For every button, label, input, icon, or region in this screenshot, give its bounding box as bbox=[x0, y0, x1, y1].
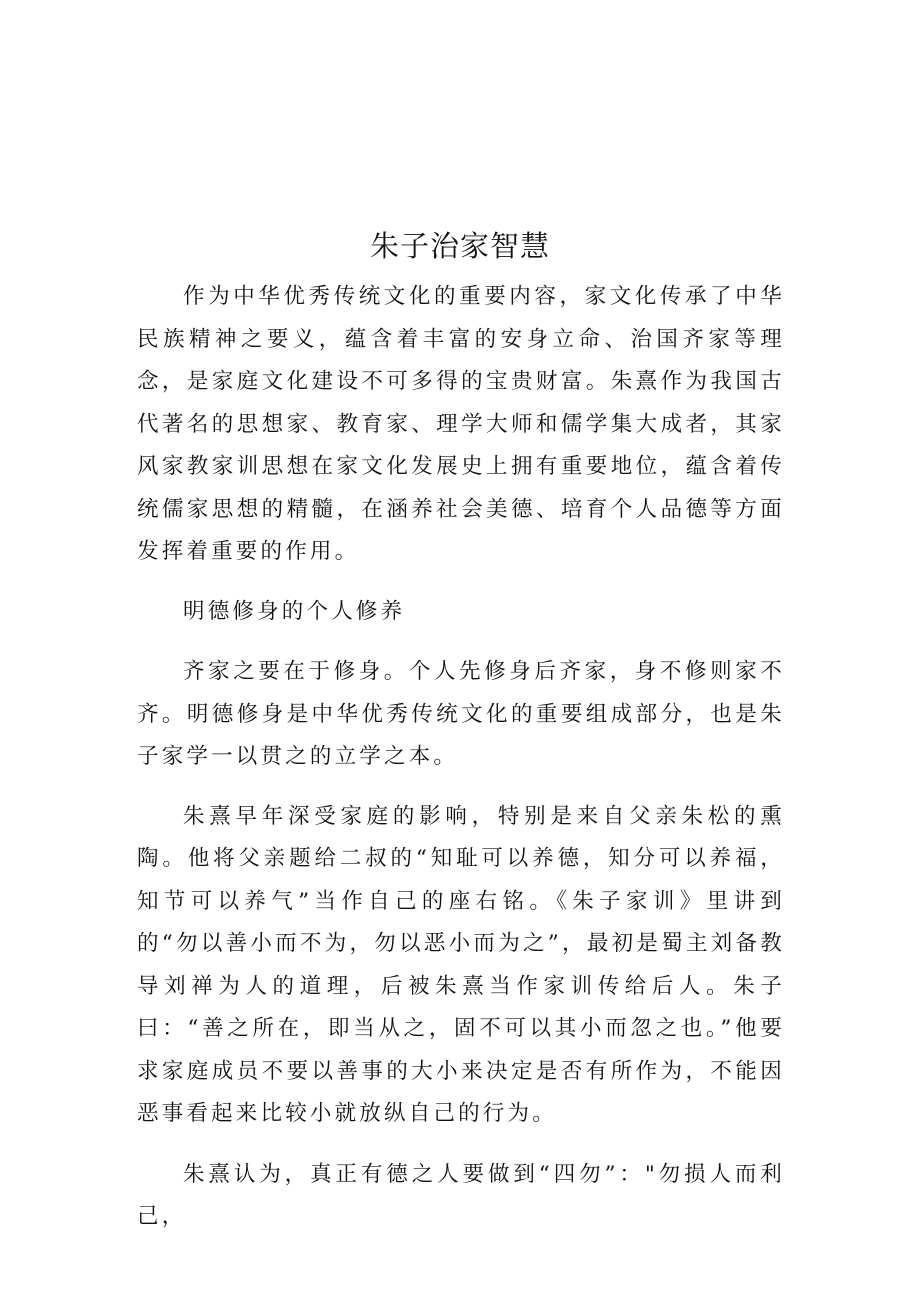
section-heading: 明德修身的个人修养 bbox=[183, 598, 406, 624]
document-title: 朱子治家智慧 bbox=[369, 229, 550, 263]
paragraph-four-donts: 朱熹认为，真正有德之人要做到“四勿”："勿损人而利己， bbox=[137, 1161, 785, 1229]
paragraph-intro: 作为中华优秀传统文化的重要内容，家文化传承了中华民族精神之要义，蕴含着丰富的安身立命、治国齐家等理念，是家庭文化建设不可多得的宝贵财富。朱熹作为我国古代著名的思想家、教育家、理学大师和儒学集大成者，其家风家教家训思想在家文化发展史上拥有重要地位，蕴含着传统儒家思想的精髓，在涵养社会美德、培育个人品德等方面发挥着重要的作用。 bbox=[137, 284, 785, 564]
paragraph-self-cultivation: 齐家之要在于修身。个人先修身后齐家，身不修则家不齐。明德修身是中华优秀传统文化的重要组成部分，也是朱子家学一以贯之的立学之本。 bbox=[137, 659, 785, 769]
paragraph-zhu-xi-youth: 朱熹早年深受家庭的影响，特别是来自父亲朱松的熏陶。他将父亲题给二叔的“知耻可以养德，知分可以养福，知节可以养气”当作自己的座右铭。《朱子家训》里讲到的“勿以善小而不为，勿以恶小而为之”，最初是蜀主刘备教导刘禅为人的道理，后被朱熹当作家训传给后人。朱子曰：“善之所在，即当从之，固不可以其小而忽之也。”他要求家庭成员不要以善事的大小来决定是否有所作为，不能因恶事看起来比较小就放纵自己的行为。 bbox=[137, 803, 785, 1126]
document-body bbox=[137, 276, 785, 1239]
